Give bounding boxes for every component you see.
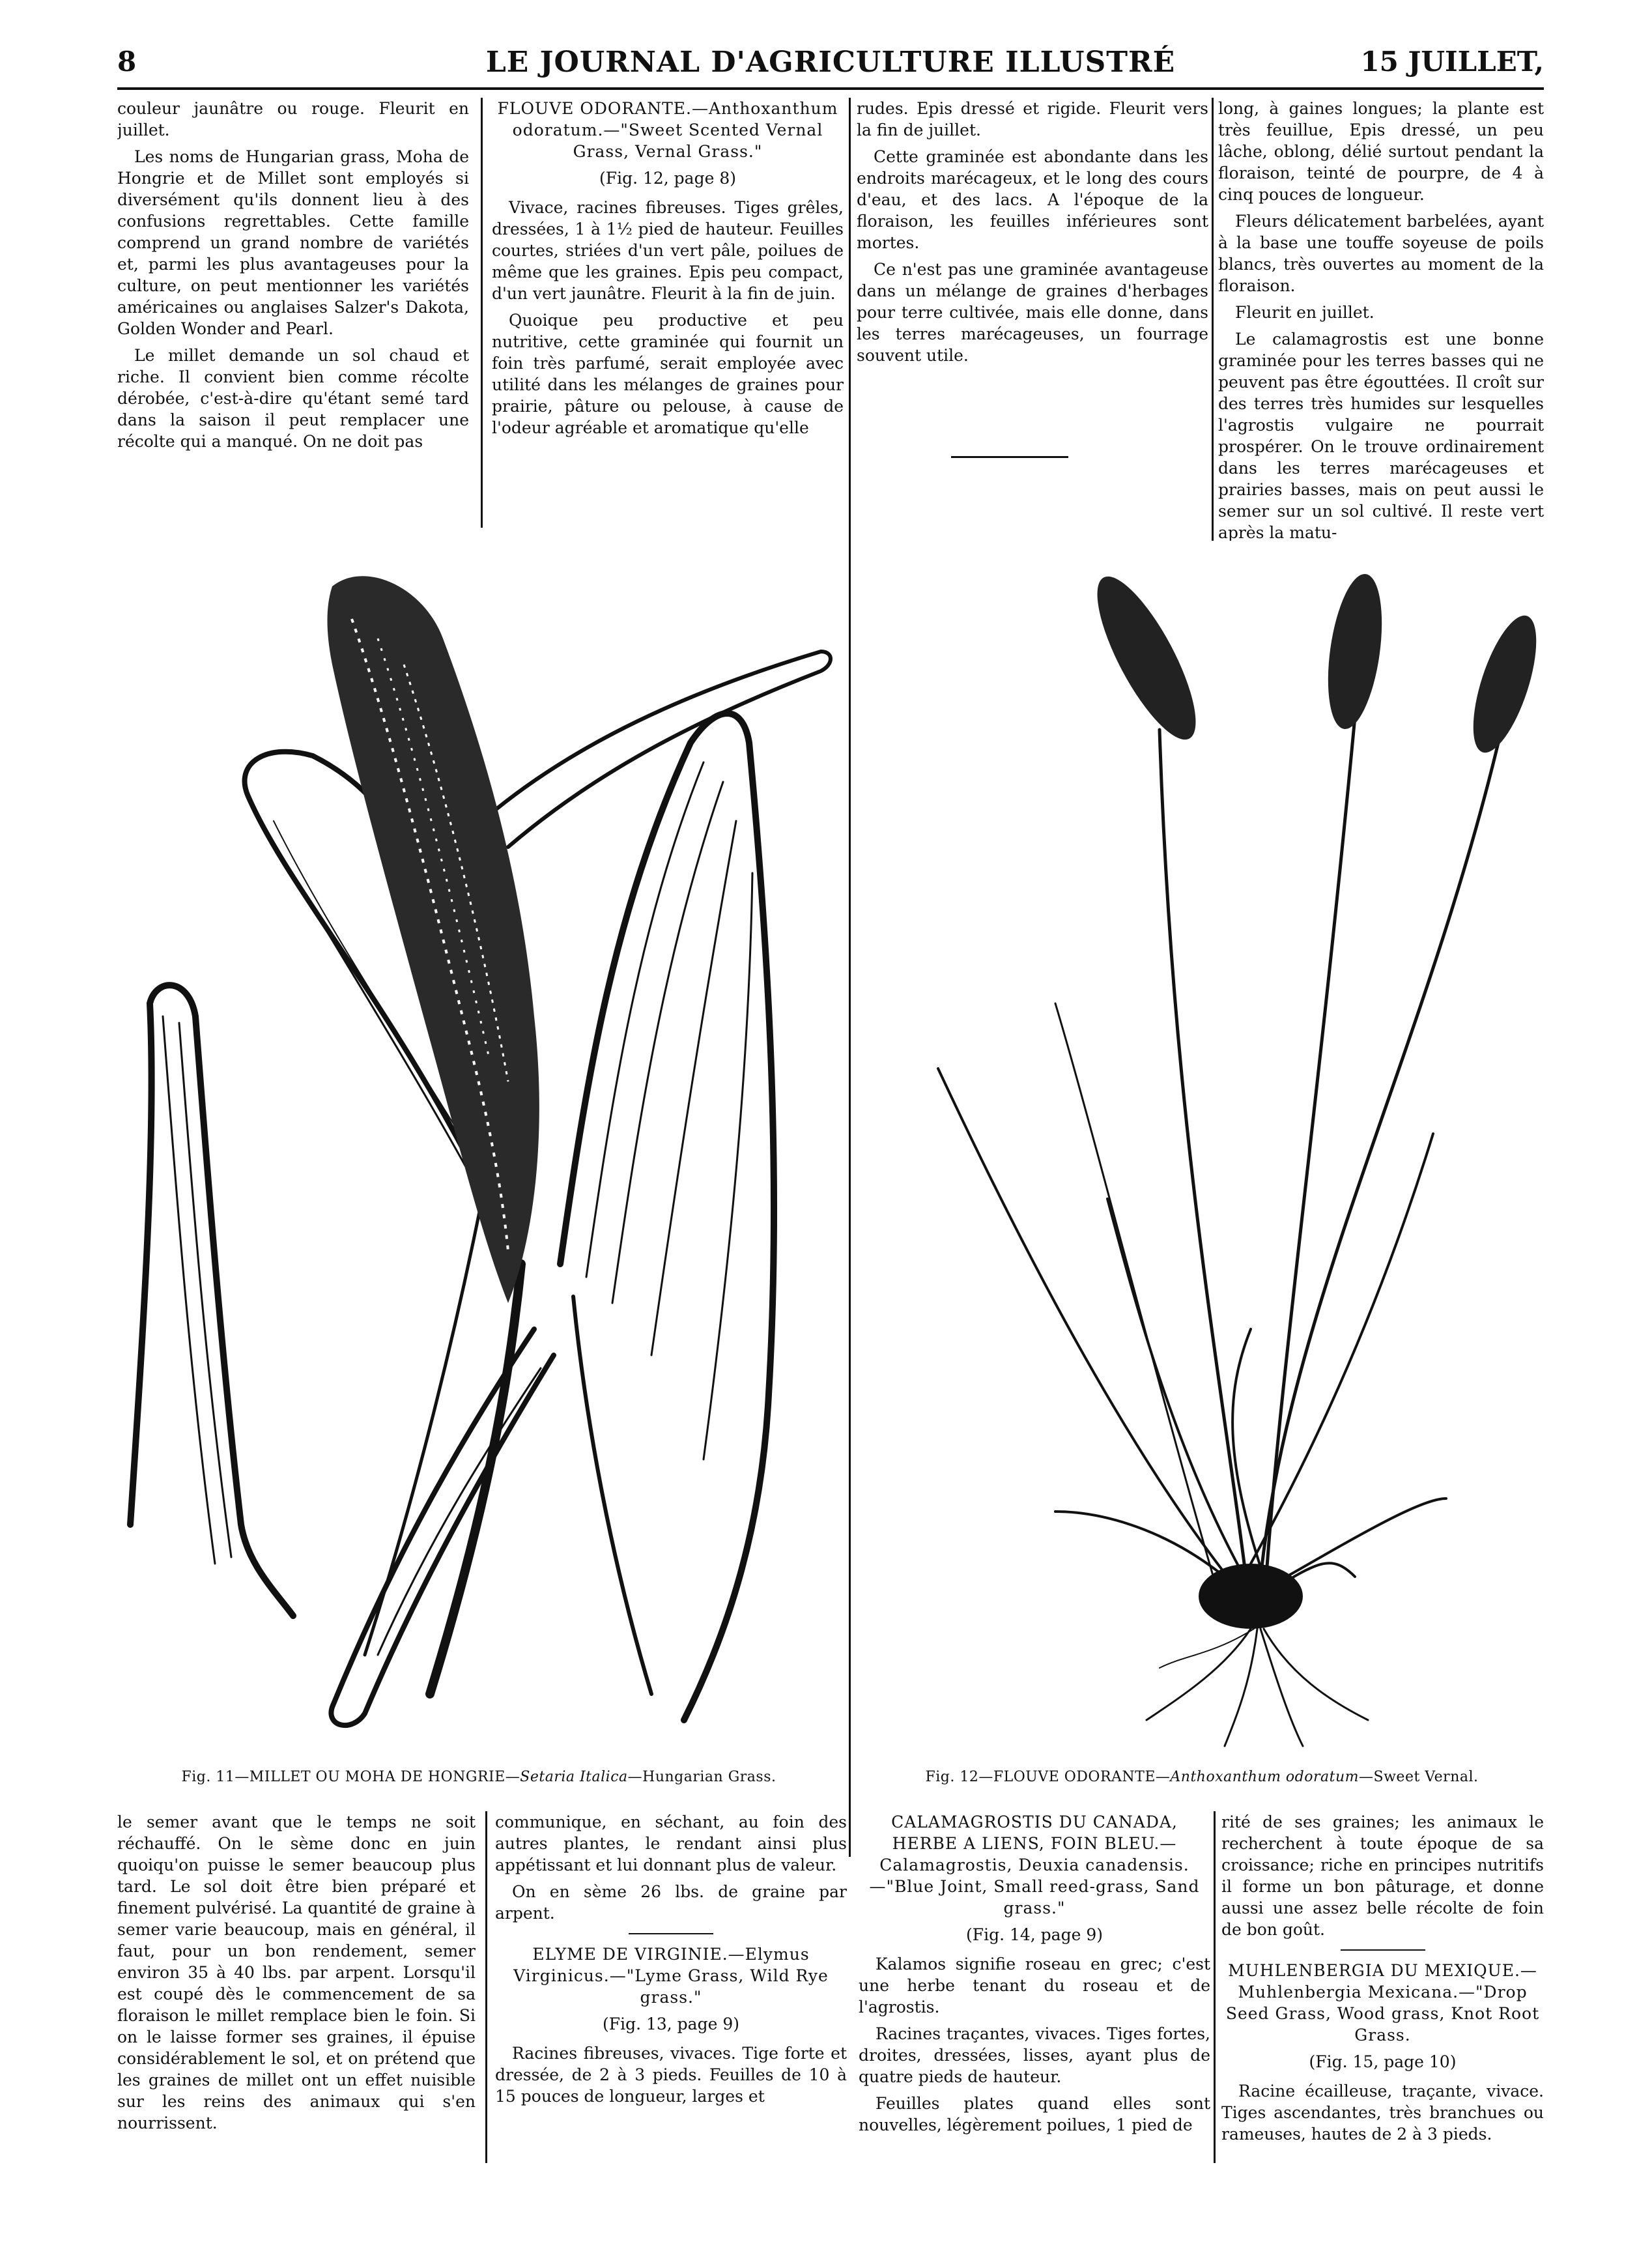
column-rule xyxy=(1214,1811,1216,2163)
top-column-4 xyxy=(1218,98,1544,541)
column-rule xyxy=(485,1811,487,2163)
text-paragraph: Feuilles plates quand elles sont nouvelles, légèrement poilues, 1 pied de xyxy=(859,2094,1210,2134)
section-heading: FLOUVE ODORANTE.—Anthoxanthum odoratum.—"Sweet Scented Vernal Grass, Vernal Grass." xyxy=(497,99,838,161)
figure-reference: (Fig. 14, page 9) xyxy=(965,1925,1103,1944)
figure-reference: (Fig. 15, page 10) xyxy=(1309,2052,1457,2071)
text-paragraph: rudes. Epis dressé et rigide. Fleurit vers la fin de juillet. xyxy=(857,99,1208,139)
figure-reference: (Fig. 13, page 9) xyxy=(602,2015,739,2033)
text-paragraph: Racine écailleuse, traçante, vivace. Tiges ascendantes, très branchues ou rameuses, hautes de 2 à 3 pieds. xyxy=(1221,2082,1544,2144)
caption-latin-name: Setaria Italica xyxy=(520,1769,628,1785)
bottom-column-2 xyxy=(495,1811,847,2176)
column-rule xyxy=(481,98,483,528)
top-column-3 xyxy=(857,98,1208,384)
section-divider xyxy=(951,456,1068,458)
top-column-2 xyxy=(492,98,844,528)
section-divider xyxy=(629,1933,713,1934)
caption-suffix: —Sweet Vernal. xyxy=(1359,1769,1479,1785)
issue-date: 15 JUILLET, xyxy=(1360,46,1544,78)
text-paragraph: long, à gaines longues; la plante est très feuillue, Epis dressé, un peu lâche, oblong, délié surtout pendant la floraison, teinté de pourpre, de 4 à cinq pouces de longueur. xyxy=(1218,99,1544,204)
section-divider xyxy=(1341,1949,1425,1951)
text-paragraph: Ce n'est pas une graminée avantageuse dans un mélange de graines d'herbages pour terre cultivée, mais elle donne, dans les terres marécageuses, un fourrage souvent utile. xyxy=(857,260,1208,365)
journal-title: LE JOURNAL D'AGRICULTURE ILLUSTRÉ xyxy=(485,46,1176,79)
caption-prefix: Fig. 12—FLOUVE ODORANTE— xyxy=(925,1769,1171,1785)
text-paragraph: Vivace, racines fibreuses. Tiges grêles, dressées, 1 à 1½ pied de hauteur. Feuilles courtes, striées d'un vert pâle, poilues de même que les graines. Epis peu compact, d'un vert jaunâtre. Fleurit à la fin de juin. xyxy=(492,198,844,303)
sweet-vernal-illustration xyxy=(860,547,1544,1759)
section-heading: MUHLENBERGIA DU MEXIQUE.—Muhlenbergia Mexicana.—"Drop Seed Grass, Wood grass, Knot Root Grass. xyxy=(1225,1961,1540,2044)
text-paragraph: Kalamos signifie roseau en grec; c'est une herbe tenant du roseau et de l'agrostis. xyxy=(859,1955,1210,2016)
figure-11-caption xyxy=(117,1769,840,1785)
bottom-column-3 xyxy=(859,1811,1210,2176)
millet-illustration xyxy=(117,547,840,1759)
bottom-column-4 xyxy=(1221,1811,1544,2176)
text-paragraph: rité de ses graines; les animaux le recherchent à toute époque de sa croissance; riche en principes nutritifs il forme un bon pâturage, et donne aussi une assez belle récolte de foin de bon goût. xyxy=(1221,1813,1544,1939)
figure-12-caption xyxy=(860,1769,1544,1785)
text-paragraph: Quoique peu productive et peu nutritive, cette graminée qui fournit un foin très parfumé, serait employée avec utilité dans les mélanges de graines pour prairie, pâture ou pelouse, à cause de l'odeur agréable et aromatique qu'elle xyxy=(492,311,844,437)
column-rule xyxy=(1212,98,1214,541)
text-paragraph: Racines traçantes, vivaces. Tiges fortes, droites, dressées, lisses, ayant plus de quatre pieds de hauteur. xyxy=(859,2024,1210,2086)
text-paragraph: Les noms de Hungarian grass, Moha de Hongrie et de Millet sont employés si diversément qu'ils donnent lieu à des confusions regrettables. Cette famille comprend un grand nombre de variétés et, parmi les plus avantageuses pour la culture, on peut mentionner les variétés américaines ou anglaises Salzer's Dakota, Golden Wonder and Pearl. xyxy=(117,147,469,338)
figure-reference: (Fig. 12, page 8) xyxy=(599,169,736,188)
text-paragraph: Fleurit en juillet. xyxy=(1235,303,1374,322)
text-paragraph: Cette graminée est abondante dans les endroits marécageux, et le long des cours d'eau, et des lacs. A l'époque de la floraison, les feuilles inférieures sont mortes. xyxy=(857,147,1208,252)
caption-latin-name: Anthoxanthum odoratum xyxy=(1170,1769,1360,1785)
page-number: 8 xyxy=(117,46,137,78)
text-paragraph: Le calamagrostis est une bonne graminée pour les terres basses qui ne peuvent pas être égouttées. Il croît sur des terres très humides sur lesquelles l'agrostis vulgaire ne pourrait prospérer. On le trouve ordinairement dans les terres marécageuses et prairies basses, mais on peut aussi le semer sur un sol cultivé. Il reste vert après la matu- xyxy=(1218,330,1544,541)
caption-prefix: Fig. 11—MILLET OU MOHA DE HONGRIE— xyxy=(181,1769,520,1785)
text-paragraph: communique, en séchant, au foin des autres plantes, le rendant ainsi plus appétissant et lui donnant plus de valeur. xyxy=(495,1813,847,1874)
section-heading: CALAMAGROSTIS DU CANADA, HERBE A LIENS, FOIN BLEU.—Calamagrostis, Deuxia canadensis.—"Blue Joint, Small reed-grass, Sand grass." xyxy=(869,1813,1200,1917)
text-paragraph: Fleurs délicatement barbelées, ayant à la base une touffe soyeuse de poils blancs, très ouvertes au moment de la floraison. xyxy=(1218,212,1544,295)
text-paragraph: le semer avant que le temps ne soit réchauffé. On le sème donc en juin quoiqu'on puisse le semer beaucoup plus tard. Le sol doit être bien préparé et finement pulvérisé. La quantité de graine à semer varie beaucoup, mais en général, il faut, pour un bon rendement, semer environ 35 à 40 lbs. par arpent. Lorsqu'il est coupé dès le commencement de sa floraison le millet remplace bien le foin. Si on le laisse former ses graines, il épuise considérablement le sol, et on prétend que les graines de millet ont un effet nuisible sur les reins des animaux qui s'en nourrissent. xyxy=(117,1813,476,2132)
page-header xyxy=(117,46,1544,91)
text-paragraph: On en sème 26 lbs. de graine par arpent. xyxy=(495,1882,847,1923)
section-heading: ELYME DE VIRGINIE.—Elymus Virginicus.—"Lyme Grass, Wild Rye grass." xyxy=(513,1945,829,2007)
top-column-1 xyxy=(117,98,469,528)
header-rule xyxy=(117,87,1544,90)
text-paragraph: Racines fibreuses, vivaces. Tige forte et dressée, de 2 à 3 pieds. Feuilles de 10 à 15 pouces de longueur, larges et xyxy=(495,2044,847,2106)
caption-suffix: —Hungarian Grass. xyxy=(627,1769,776,1785)
text-paragraph: couleur jaunâtre ou rouge. Fleurit en juillet. xyxy=(117,99,469,139)
text-paragraph: Le millet demande un sol chaud et riche. Il convient bien comme récolte dérobée, c'est-à-dire qu'étant semé tard dans la saison il peut remplacer une récolte qui a manqué. On ne doit pas xyxy=(117,346,469,451)
bottom-column-1 xyxy=(117,1811,476,2176)
column-rule xyxy=(849,98,851,1857)
